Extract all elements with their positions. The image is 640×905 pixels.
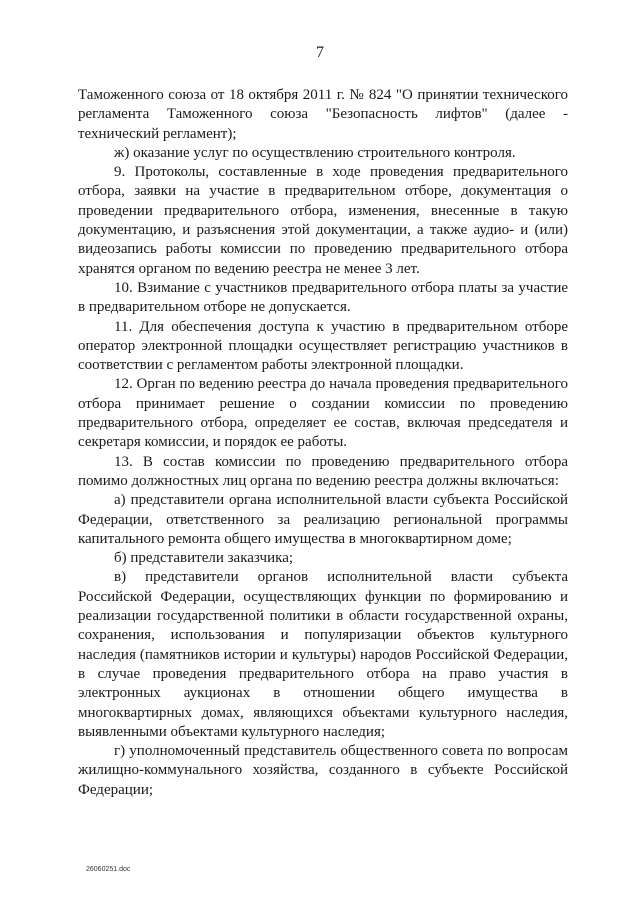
paragraph: ж) оказание услуг по осуществлению строительного контроля. bbox=[114, 144, 516, 161]
paragraph: а) представители органа исполнительной власти субъекта Российской Федерации, ответственного за реализацию региональной программы капитального ремонта общего имущества в многоквартирном доме; bbox=[78, 492, 568, 547]
paragraph: 12. Орган по ведению реестра до начала проведения предварительного отбора принимает решение о создании комиссии по проведению предварительного отбора, определяет ее состав, включая председателя и секретаря комиссии, и порядок ее работы. bbox=[78, 376, 568, 451]
page-number: 7 bbox=[316, 44, 324, 61]
paragraph: 11. Для обеспечения доступа к участию в предварительном отборе оператор электронной площадки осуществляет регистрацию участников в соответствии с регламентом работы электронной площадки. bbox=[78, 318, 568, 374]
paragraph: 13. В состав комиссии по проведению предварительного отбора помимо должностных лиц органа по ведению реестра должны включаться: bbox=[78, 453, 568, 489]
document-body bbox=[78, 86, 568, 800]
paragraph: б) представители заказчика; bbox=[114, 550, 294, 567]
paragraph: г) уполномоченный представитель общественного совета по вопросам жилищно-коммунального хозяйства, созданного в субъекте Российской Федерации; bbox=[78, 743, 568, 798]
paragraph: в) представители органов исполнительной власти субъекта Российской Федерации, осуществляющих функции по формированию и реализации государственной политики в области государственной охраны, сохранения, использования и популяризации объектов культурного наследия (памятников истории и культуры) народов Российской Федерации, в случае проведения предварительного отбора на право участия в электронных аукционах в отношении общего имущества в многоквартирных домах, являющихся объектами культурного наследия, выявленными объектами культурного наследия; bbox=[78, 569, 568, 740]
file-name-footer: 26060251.doc bbox=[86, 866, 131, 873]
paragraph: Таможенного союза от 18 октября 2011 г. № 824 "О принятии технического регламента Таможенного союза "Безопасность лифтов" (далее - технический регламент); bbox=[78, 87, 568, 142]
paragraph: 10. Взимание с участников предварительного отбора платы за участие в предварительном отборе не допускается. bbox=[78, 279, 568, 316]
paragraph: 9. Протоколы, составленные в ходе проведения предварительного отбора, заявки на участие в предварительном отборе, документация о проведении предварительного отбора, изменения, внесенные в такую документацию, и разъяснения этой документации, а также аудио- и (или) видеозапись работы комиссии по проведению предварительного отбора хранятся органом по ведению реестра не менее 3 лет. bbox=[78, 164, 568, 277]
